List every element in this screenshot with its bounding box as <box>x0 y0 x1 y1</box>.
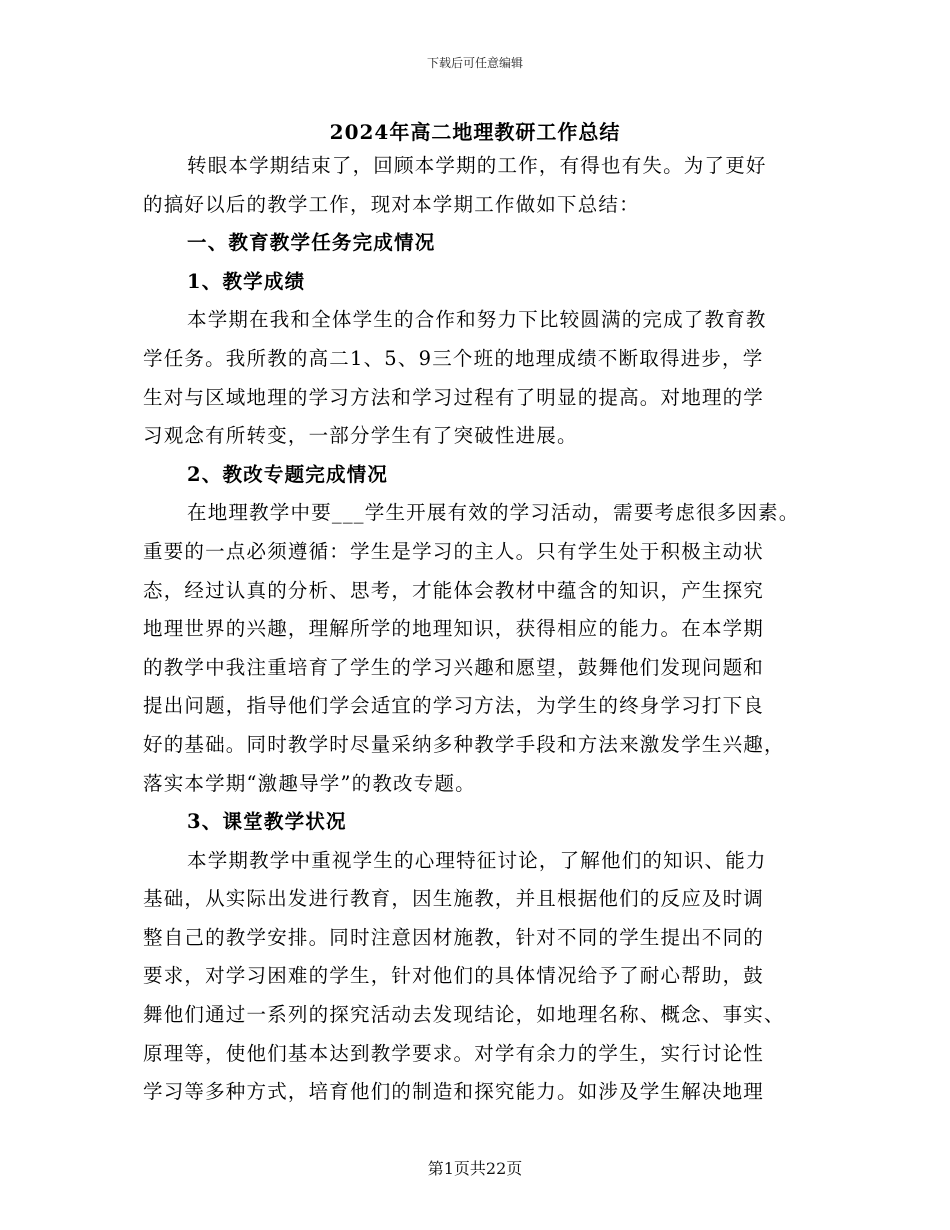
paragraph-line: 学任务。我所教的高二1、5、9三个班的地理成绩不断取得进步，学 <box>143 346 764 370</box>
section-heading: 2、教改专题完成情况 <box>187 462 389 486</box>
paragraph-line: 习观念有所转变，一部分学生有了突破性进展。 <box>143 424 578 448</box>
paragraph-line: 原理等，使他们基本达到教学要求。对学有余力的学生，实行讨论性 <box>143 1041 765 1065</box>
section-heading: 一、教育教学任务完成情况 <box>187 231 436 255</box>
section-heading: 3、课堂教学状况 <box>187 810 347 834</box>
page-footer: 第1页共22页 <box>427 1159 523 1178</box>
paragraph-line: 的搞好以后的教学工作，现对本学期工作做如下总结： <box>143 192 640 216</box>
paragraph-line: 提出问题，指导他们学会适宜的学习方法，为学生的终身学习打下良 <box>143 694 765 718</box>
paragraph-line: 转眼本学期结束了，回顾本学期的工作，有得也有失。为了更好 <box>187 154 767 177</box>
paragraph-line: 整自己的教学安排。同时注意因材施教，针对不同的学生提出不同的 <box>143 925 765 949</box>
document-body <box>143 147 833 1112</box>
paragraph-line: 要求，对学习困难的学生，针对他们的具体情况给予了耐心帮助，鼓 <box>143 964 765 988</box>
section-heading: 1、教学成绩 <box>187 269 306 293</box>
paragraph-line: 落实本学期“激趣导学”的教改专题。 <box>143 771 476 795</box>
paragraph-line: 在地理教学中要___学生开展有效的学习活动，需要考虑很多因素。 <box>187 501 800 525</box>
paragraph-line: 学习等多种方式，培育他们的制造和探究能力。如涉及学生解决地理 <box>143 1080 765 1104</box>
paragraph-line: 地理世界的兴趣，理解所学的地理知识，获得相应的能力。在本学期 <box>143 617 765 641</box>
paragraph-line: 好的基础。同时教学时尽量采纳多种教学手段和方法来激发学生兴趣， <box>143 732 785 756</box>
paragraph-line: 重要的一点必须遵循：学生是学习的主人。只有学生处于积极主动状 <box>143 539 765 563</box>
page-header: 下载后可任意编辑 <box>426 56 523 70</box>
paragraph-line: 生对与区域地理的学习方法和学习过程有了明显的提高。对地理的学 <box>143 385 765 409</box>
document-title: 2024年高二地理教研工作总结 <box>329 120 621 144</box>
paragraph-line: 的教学中我注重培育了学生的学习兴趣和愿望，鼓舞他们发现问题和 <box>143 655 765 679</box>
paragraph-line: 本学期在我和全体学生的合作和努力下比较圆满的完成了教育教 <box>187 308 767 332</box>
paragraph-line: 舞他们通过一系列的探究活动去发现结论，如地理名称、概念、事实、 <box>143 1003 785 1027</box>
paragraph-line: 本学期教学中重视学生的心理特征讨论，了解他们的知识、能力 <box>187 848 767 872</box>
paragraph-line: 基础，从实际出发进行教育，因生施教，并且根据他们的反应及时调 <box>143 887 765 911</box>
paragraph-line: 态，经过认真的分析、思考，才能体会教材中蕴含的知识，产生探究 <box>143 578 765 602</box>
